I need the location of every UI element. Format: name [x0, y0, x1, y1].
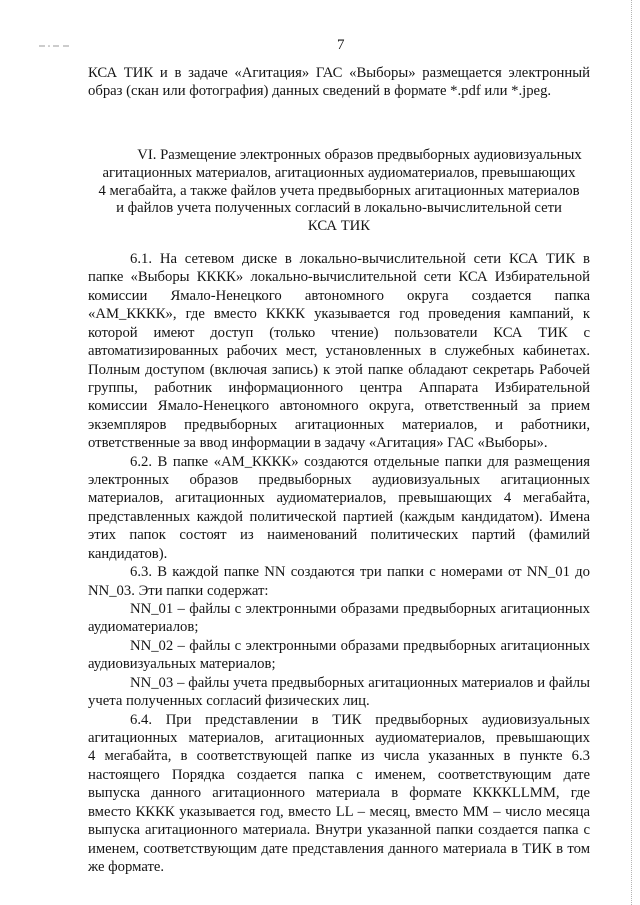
heading-line: агитационных материалов, агитационных аудиоматериалов, превышающих [102, 164, 576, 181]
text-line: Полным доступом (включая запись) к этой папке обладают секретарь Рабочей [88, 361, 590, 378]
text-line: кандидатов). [88, 545, 168, 562]
text-line: NN_03 – файлы учета предвыборных агитационных материалов и файлы [130, 674, 590, 691]
scan-edge-line [631, 0, 632, 905]
text-line: 4 мегабайта, в соответствующей папке из числа указанных в пункте 6.3 [88, 748, 590, 765]
text-line: комиссии Ямало-Ненецкого автономного округа, ответственный за прием [88, 398, 590, 415]
text-line: агитационных материалов, агитационных аудиоматериалов, превышающих [88, 729, 590, 746]
text-line: NN_01 – файлы с электронными образами предвыборных агитационных [130, 601, 590, 618]
text-line: 6.4. При представлении в ТИК предвыборных аудиовизуальных [130, 711, 590, 728]
paragraph-6-1 [88, 250, 590, 453]
text-line: электронных образов предвыборных аудиовизуальных агитационных [88, 472, 590, 489]
text-line: 6.3. В каждой папке NN создаются три папки с номерами от NN_01 до [130, 564, 590, 581]
text-line: NN_03. Эти папки содержат: [88, 582, 269, 599]
folder-item-nn-02 [88, 637, 590, 674]
heading-line: и файлов учета полученных согласий в локально-вычислительной сети [116, 200, 562, 217]
text-line: выпуска агитационного материала. Внутри указанной папки создается папка с [88, 822, 590, 839]
heading-line: КСА ТИК [307, 218, 371, 235]
text-line: комиссии Ямало-Ненецкого автономного округа создается папка [88, 287, 590, 304]
text-line: NN_02 – файлы с электронными образами предвыборных агитационных [130, 637, 590, 654]
text-line: экземпляров предвыборных агитационных материалов, и работники, [88, 416, 590, 433]
paragraph-6-2 [88, 453, 590, 564]
paragraph-6-4 [88, 711, 590, 877]
text-line: автоматизированных рабочих мест, установленных в служебных кабинетах. [88, 343, 590, 360]
text-line: настоящего Порядка создается папка с именем, соответствующим дате [88, 766, 590, 783]
heading-line: 4 мегабайта, а также файлов учета предвыборных агитационных материалов [98, 182, 580, 199]
heading-line: VI. Размещение электронных образов предвыборных аудиовизуальных [137, 147, 582, 163]
text-line: папке «Выборы КККК» локально-вычислительной сети КСА Избирательной [88, 269, 590, 286]
text-line: учета полученных согласий физических лиц. [88, 693, 370, 710]
text-line: выпуска данного агитационного материала в формате ККККLLMM, где [88, 785, 590, 802]
text-line: 6.2. В папке «АМ_КККК» создаются отдельные папки для размещения [130, 453, 590, 470]
text-line: группы, работник информационного центра Аппарата Избирательной [88, 379, 590, 396]
folder-item-nn-01 [88, 600, 590, 637]
text-line: «АМ_КККК», где вместо КККК указывается год проведения кампаний, к [88, 306, 590, 323]
text-line: КСА ТИК и в задаче «Агитация» ГАС «Выборы» размещается электронный [88, 64, 590, 81]
text-line: представленных каждой политической партией (каждым кандидатом). Имена [88, 508, 590, 525]
text-line: аудиовизуальных материалов; [88, 656, 276, 673]
section-body [88, 250, 590, 876]
text-line: именем, соответствующим дате представления данного материала в ТИК в том [88, 840, 590, 857]
text-line: аудиоматериалов; [88, 619, 199, 636]
text-line: материалов, агитационных аудиоматериалов, превышающих 4 мегабайта, [88, 490, 590, 507]
intro-paragraph [88, 64, 590, 100]
text-line: ответственные за ввод информации в задачу «Агитация» ГАС «Выборы». [88, 435, 548, 452]
text-line: которой имеют доступ (только чтение) пользователи КСА ТИК с [88, 324, 590, 341]
text-line: этих папок состоят из наименований политических партий (фамилий [88, 527, 590, 544]
text-line: 6.1. На сетевом диске в локально-вычислительной сети КСА ТИК в [130, 251, 590, 267]
section-heading [88, 147, 590, 236]
text-line: вместо КККК указывается год, вместо LL – месяц, вместо MM – число месяца [88, 803, 590, 820]
page-number: 7 [337, 37, 345, 53]
scan-artifact-marks [38, 41, 70, 49]
paragraph-6-3 [88, 563, 590, 710]
folder-item-nn-03 [88, 674, 590, 711]
text-line: образ (скан или фотография) данных сведений в формате *.pdf или *.jpeg. [88, 82, 552, 99]
text-line: же формате. [88, 858, 165, 875]
